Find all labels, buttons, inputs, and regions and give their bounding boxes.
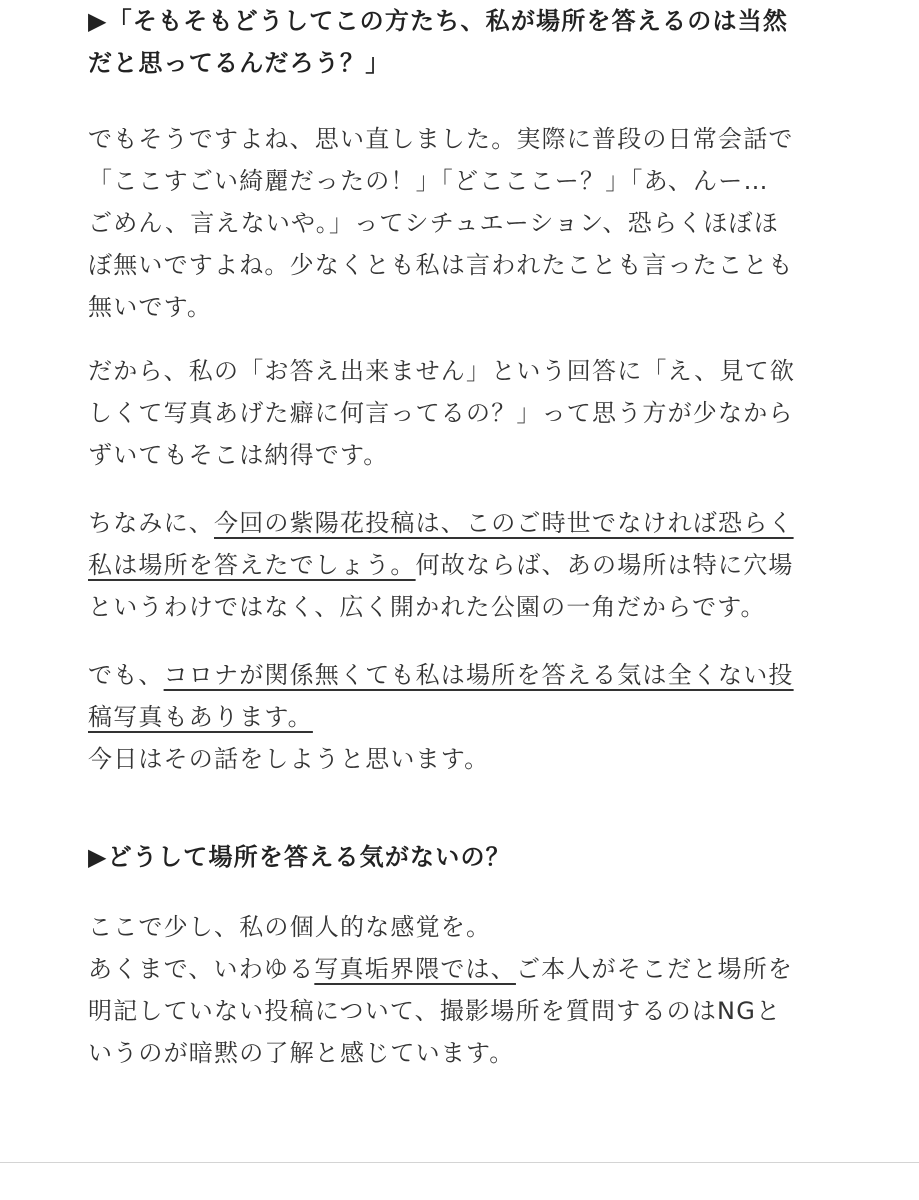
- text-line: [88, 696, 833, 738]
- paragraph-understanding: [88, 350, 833, 476]
- section-heading-why-no-answer: [88, 836, 833, 878]
- text-line: ぼ無いですよね。少なくとも私は言われたことも言ったことも: [88, 251, 794, 279]
- text-line: いうのが暗黙の了解と感じています。: [88, 1039, 515, 1067]
- text-line: 明記していない投稿について、撮影場所を質問するのはNGと: [88, 997, 782, 1025]
- text-segment: ちなみに、: [88, 509, 214, 537]
- paragraph-reconsidered: [88, 118, 833, 328]
- heading-line: ▶「そもそもどうしてこの方たち、私が場所を答えるのは当然: [88, 7, 789, 35]
- text-line: [88, 654, 833, 696]
- text-line: しくて写真あげた癖に何言ってるの？」って思う方が少なから: [88, 399, 794, 427]
- text-line: ここで少し、私の個人的な感覚を。: [88, 913, 492, 941]
- text-line: でもそうですよね、思い直しました。実際に普段の日常会話で: [88, 125, 794, 153]
- text-segment: 何故ならば、あの場所は特に穴場: [415, 551, 794, 579]
- section-heading-why-expect-answer: [88, 0, 833, 84]
- text-segment: ご本人がそこだと場所を: [515, 955, 794, 983]
- underlined-text: 私は場所を答えたでしょう。: [88, 551, 416, 579]
- text-line: 無いです。: [88, 293, 213, 321]
- underlined-text: 写真垢界隈では、: [314, 955, 516, 983]
- paragraph-personal-feeling: [88, 906, 833, 1074]
- heading-line: ▶どうして場所を答える気がないの？: [88, 843, 511, 871]
- text-line: [88, 502, 833, 544]
- text-line: だから、私の「お答え出来ません」という回答に「え、見て欲: [88, 357, 796, 385]
- text-line: ずいてもそこは納得です。: [88, 441, 389, 469]
- underlined-text: 稿写真もあります。: [88, 703, 313, 731]
- text-line: [88, 544, 833, 586]
- text-line: [88, 948, 833, 990]
- paragraph-hydrangea: [88, 502, 833, 628]
- underlined-text: 今回の紫陽花投稿は、このご時世でなければ恐らく: [214, 509, 794, 537]
- heading-line: だと思ってるんだろう？」: [88, 49, 391, 77]
- text-segment: でも、: [88, 661, 164, 689]
- text-line: というわけではなく、広く開かれた公園の一角だからです。: [88, 593, 766, 621]
- text-line: 今日はその話をしようと思います。: [88, 745, 490, 773]
- paragraph-no-answer-photos: [88, 654, 833, 780]
- text-line: 「ここすごい綺麗だったの！」「どこここー？」「あ、んー…: [88, 167, 769, 195]
- text-line: ごめん、言えないや。」ってシチュエーション、恐らくほぼほ: [88, 209, 779, 237]
- underlined-text: コロナが関係無くても私は場所を答える気は全くない投: [163, 661, 794, 689]
- text-segment: あくまで、いわゆる: [88, 955, 315, 983]
- bottom-divider: [0, 1162, 919, 1163]
